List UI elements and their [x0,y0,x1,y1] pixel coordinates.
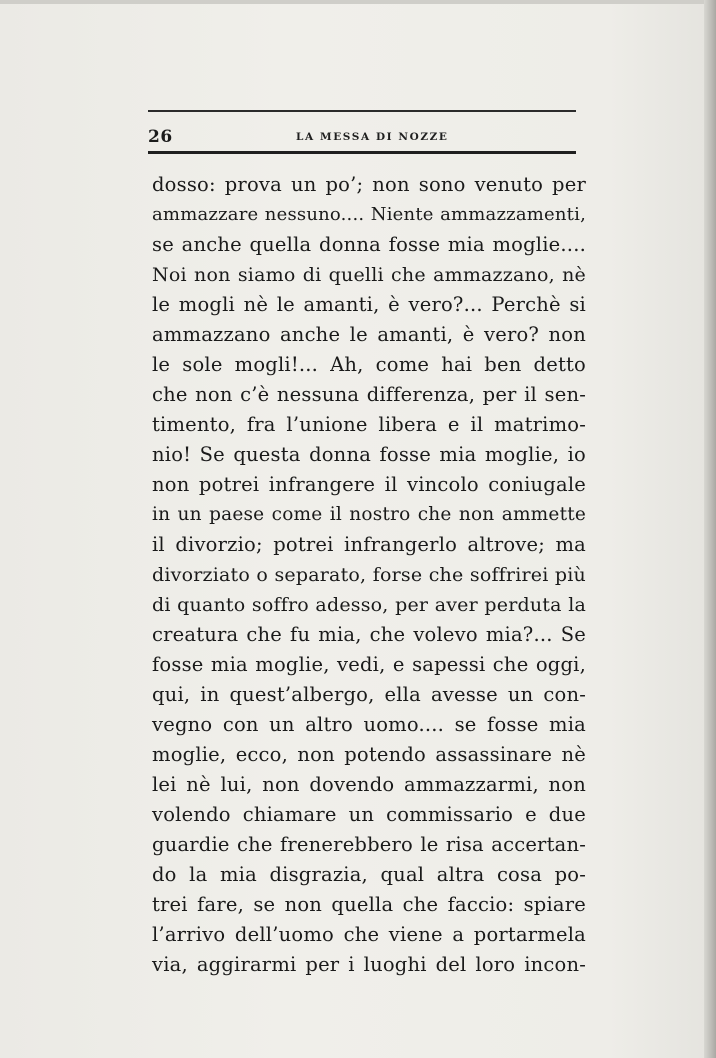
text-line: le mogli nè le amanti, è vero?... Perchè si [152,293,586,316]
text-line: l’arrivo dell’uomo che viene a portarmela [152,923,586,946]
body-text [152,170,586,980]
running-title: LA MESSA DI NOZZE [296,131,449,143]
text-line: creatura che fu mia, che volevo mia?... Se [152,623,586,646]
text-line: dosso: prova un po’; non sono venuto per [152,173,586,196]
header-rule-bottom [148,151,576,154]
text-line: lei nè lui, non dovendo ammazzarmi, non [152,773,586,796]
page-number: 26 [148,127,173,147]
text-line: moglie, ecco, non potendo assassinare nè [152,743,586,766]
text-line: volendo chiamare un commissario e due [152,803,586,826]
text-line: di quanto soffro adesso, per aver perduta la [152,594,586,616]
text-line: vegno con un altro uomo.... se fosse mia [152,713,586,736]
text-line: il divorzio; potrei infrangerlo altrove; ma [152,533,586,556]
text-line: trei fare, se non quella che faccio: spiare [152,893,586,916]
text-line: guardie che frenerebbero le risa accertan- [152,833,586,856]
text-line: ammazzano anche le amanti, è vero? non [152,323,586,346]
text-line: se anche quella donna fosse mia moglie.... [152,233,586,256]
text-line: timento, fra l’unione libera e il matrimo- [152,413,586,436]
text-line: do la mia disgrazia, qual altra cosa po- [152,863,586,886]
page-top-edge [0,0,716,4]
text-line: che non c’è nessuna differenza, per il sen- [152,383,586,406]
text-line: via, aggirarmi per i luoghi del loro incon- [152,953,586,976]
header-rule-top [148,110,576,112]
text-line: nio! Se questa donna fosse mia moglie, io [152,443,586,466]
text-line: ammazzare nessuno.... Niente ammazzamenti, [152,204,586,225]
text-line: divorziato o separato, forse che soffrirei più [152,564,586,586]
text-line: in un paese come il nostro che non ammette [152,504,586,525]
page-edge-shadow [704,0,716,1058]
text-line: le sole mogli!... Ah, come hai ben detto [152,353,586,376]
text-line: Noi non siamo di quelli che ammazzano, nè [152,264,586,286]
text-line: non potrei infrangere il vincolo coniugale [152,473,586,496]
text-line: fosse mia moglie, vedi, e sapessi che oggi, [152,653,586,676]
text-line: qui, in quest’albergo, ella avesse un con- [152,683,586,706]
